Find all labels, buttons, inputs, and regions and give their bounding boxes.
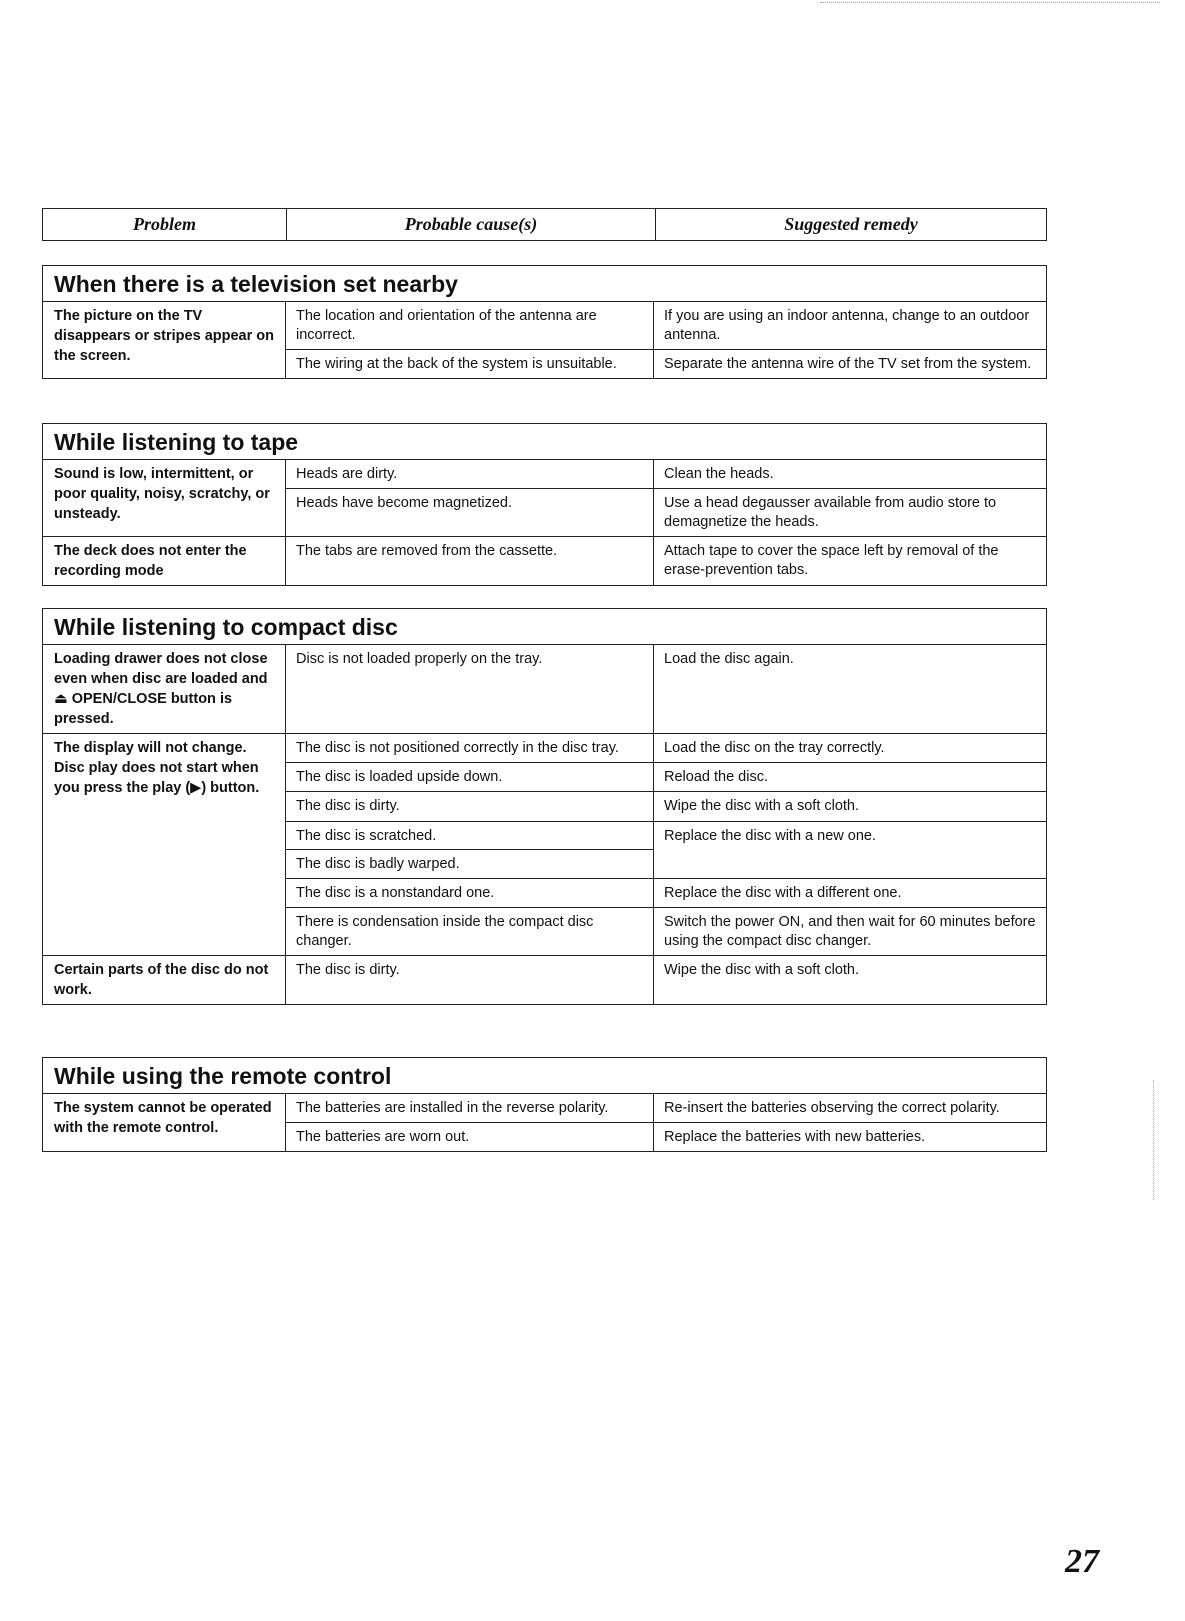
remedy-cell: Switch the power ON, and then wait for 60 minutes before using the compact disc changer. <box>664 914 1036 950</box>
cause-cell: The batteries are installed in the reverse polarity. <box>286 1094 654 1122</box>
cause-cell: The disc is dirty. <box>286 956 654 1004</box>
header-cause: Probable cause(s) <box>287 209 656 240</box>
remedy-cell: Separate the antenna wire of the TV set from the system. <box>664 356 1032 372</box>
cause-cell: The location and orientation of the antenna are incorrect. <box>286 302 654 349</box>
remedy-cell: Attach tape to cover the space left by removal of the erase-prevention tabs. <box>664 543 999 578</box>
section-television <box>42 265 1047 379</box>
problem-group <box>43 956 1046 1004</box>
table-row <box>286 956 1046 1004</box>
problem-cell: Loading drawer does not close even when disc are loaded and ⏏ OPEN/CLOSE button is pressed. <box>43 645 286 733</box>
table-row <box>286 850 1046 879</box>
cause-cell: The wiring at the back of the system is unsuitable. <box>286 350 654 378</box>
problem-group <box>43 734 1046 956</box>
remedy-cell: Wipe the disc with a soft cloth. <box>664 962 860 978</box>
table-row <box>286 734 1046 763</box>
table-row <box>286 350 1046 378</box>
table-row <box>286 908 1046 955</box>
table-row <box>286 1123 1046 1151</box>
remedy-cell: Load the disc on the tray correctly. <box>664 740 885 756</box>
problem-cell: The system cannot be operated with the remote control. <box>43 1094 286 1151</box>
cause-cell: The tabs are removed from the cassette. <box>286 537 654 585</box>
remedy-cell: Load the disc again. <box>664 651 794 667</box>
cause-cell: The disc is dirty. <box>286 792 654 820</box>
section-title: While listening to tape <box>43 424 1046 460</box>
remedy-cell-empty <box>654 850 1046 878</box>
remedy-cell: Use a head degausser available from audio store to demagnetize the heads. <box>664 495 997 530</box>
table-row <box>286 879 1046 908</box>
problem-group <box>43 1094 1046 1151</box>
cause-cell: The disc is not positioned correctly in the disc tray. <box>286 734 654 762</box>
problem-cell: Certain parts of the disc do not work. <box>43 956 286 1004</box>
cause-cell: The disc is scratched. <box>286 822 654 850</box>
side-edge-rule <box>1153 1080 1154 1200</box>
problem-cell: The picture on the TV disappears or stripes appear on the screen. <box>43 302 286 378</box>
page-number: 27 <box>1065 1543 1099 1580</box>
section-title: While listening to compact disc <box>43 609 1046 645</box>
problem-group <box>43 460 1046 537</box>
table-row <box>286 822 1046 850</box>
cause-cell: Heads have become magnetized. <box>286 489 654 536</box>
problem-cell: The display will not change. Disc play does not start when you press the play (▶) button. <box>43 734 286 955</box>
table-row <box>286 537 1046 585</box>
table-row <box>286 302 1046 350</box>
problem-group <box>43 302 1046 378</box>
problem-cell: The deck does not enter the recording mode <box>43 537 286 585</box>
cause-cell: Disc is not loaded properly on the tray. <box>286 645 654 733</box>
remedy-cell: Reload the disc. <box>664 769 768 786</box>
remedy-cell: Wipe the disc with a soft cloth. <box>664 798 860 815</box>
section-title: While using the remote control <box>43 1058 1046 1094</box>
table-row <box>286 489 1046 536</box>
cause-cell: There is condensation inside the compact disc changer. <box>286 908 654 955</box>
cause-cell: The disc is badly warped. <box>286 850 654 878</box>
table-row <box>286 1094 1046 1123</box>
cause-cell: The disc is a nonstandard one. <box>286 879 654 907</box>
table-row <box>286 792 1046 821</box>
remedy-cell: If you are using an indoor antenna, change to an outdoor antenna. <box>664 308 1030 343</box>
section-tape <box>42 423 1047 586</box>
problem-cell: Sound is low, intermittent, or poor quality, noisy, scratchy, or unsteady. <box>43 460 286 536</box>
table-row <box>286 763 1046 792</box>
remedy-cell: Clean the heads. <box>664 466 774 482</box>
cause-cell: The batteries are worn out. <box>286 1123 654 1151</box>
remedy-cell: Replace the disc with a new one. <box>664 827 876 844</box>
section-title: When there is a television set nearby <box>43 266 1046 302</box>
top-edge-rule <box>820 2 1160 3</box>
header-problem: Problem <box>43 209 287 240</box>
remedy-cell: Re-insert the batteries observing the correct polarity. <box>664 1100 1000 1116</box>
cause-cell: Heads are dirty. <box>286 460 654 488</box>
remedy-cell: Replace the batteries with new batteries. <box>664 1129 926 1145</box>
section-remote-control <box>42 1057 1047 1152</box>
problem-group <box>43 537 1046 585</box>
problem-group <box>43 645 1046 734</box>
remedy-cell: Replace the disc with a different one. <box>664 884 902 901</box>
table-row <box>286 645 1046 733</box>
table-row <box>286 460 1046 489</box>
column-header <box>42 208 1047 241</box>
section-compact-disc <box>42 608 1047 1005</box>
header-remedy: Suggested remedy <box>784 214 918 234</box>
cause-cell: The disc is loaded upside down. <box>286 763 654 791</box>
